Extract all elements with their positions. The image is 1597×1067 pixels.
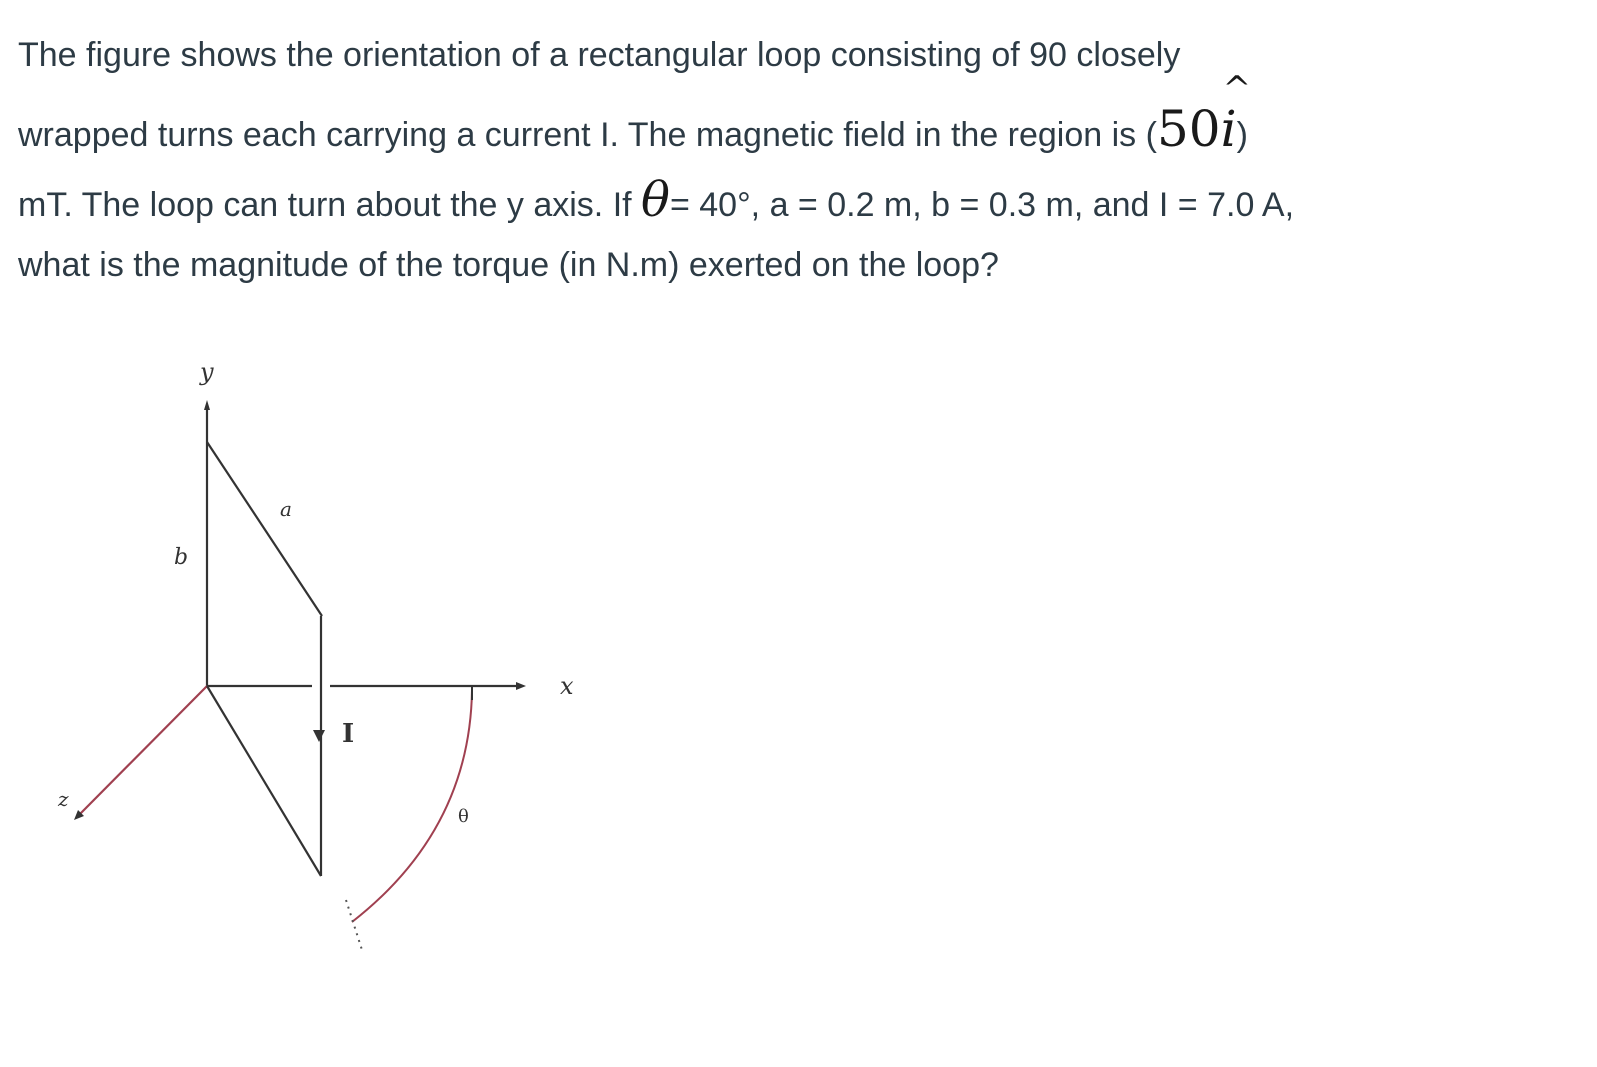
question-line-1: The figure shows the orientation of a rectangular loop consisting of 90 closely <box>18 36 1181 74</box>
label-y-axis: y <box>200 358 214 386</box>
label-current: I <box>342 719 355 749</box>
theta-symbol: θ <box>641 172 670 228</box>
question-line-2: wrapped turns each carrying a current I. The magnetic field in the region is (50i ^ ) <box>18 69 1252 158</box>
question-line-3-text: mT. The loop can turn about the y axis. If <box>18 186 642 224</box>
question-line-2-text: wrapped turns each carrying a current I. The magnetic field in the region is ( <box>18 116 1157 154</box>
loop-side-a-top <box>207 442 322 616</box>
unit-vector-letter: i <box>1220 100 1237 158</box>
question-line-4: what is the magnitude of the torque (in N.m) exerted on the loop? <box>18 246 999 284</box>
field-magnitude: 50 <box>1156 100 1221 158</box>
current-arrow <box>313 730 325 742</box>
label-x-axis: x <box>560 672 574 700</box>
question-line-2-close: ) <box>1236 116 1248 154</box>
y-axis-arrowhead <box>204 400 210 410</box>
loop-side-bottom <box>207 686 321 876</box>
angle-arc-dotted-end <box>346 900 362 950</box>
angle-arc <box>352 690 472 922</box>
loop-diagram <box>40 340 640 980</box>
question-line-3-values: = 40°, a = 0.2 m, b = 0.3 m, and I = 7.0 A, <box>669 186 1295 224</box>
label-z-axis: z <box>58 787 69 811</box>
label-angle: θ <box>458 806 469 827</box>
label-side-b: b <box>174 545 189 570</box>
x-axis-arrowhead <box>516 682 526 690</box>
label-side-a: a <box>280 497 292 521</box>
z-axis-line <box>78 686 207 816</box>
question-line-3 <box>18 172 1295 228</box>
